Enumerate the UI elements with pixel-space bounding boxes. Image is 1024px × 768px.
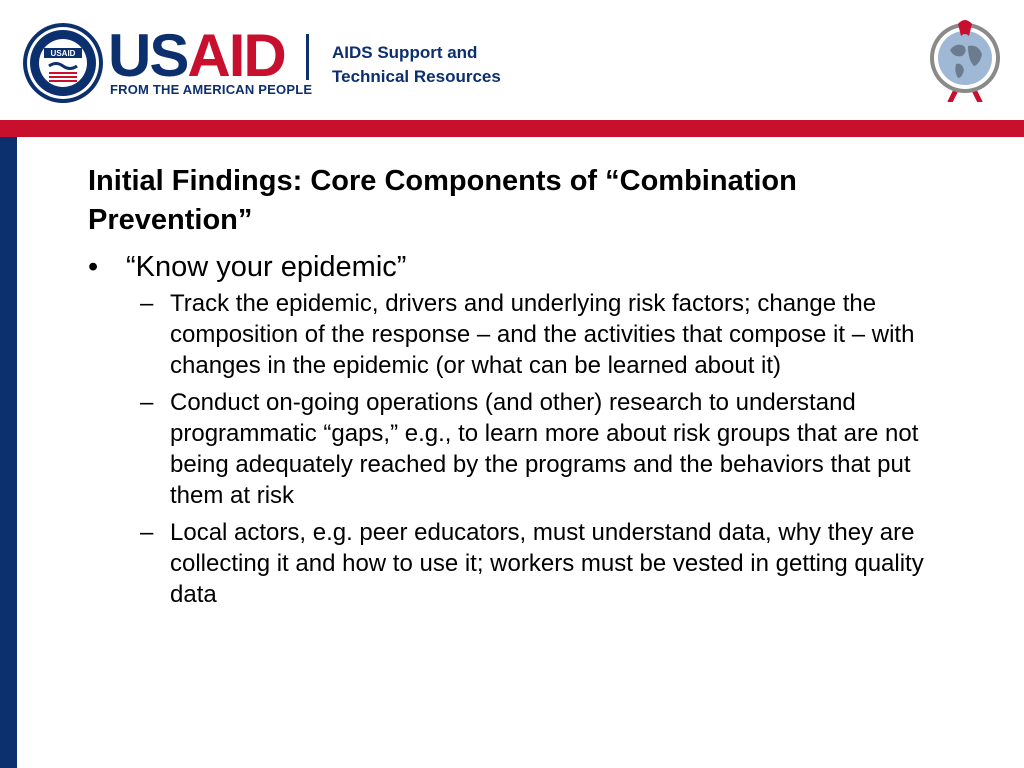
- pepfar-globe-seal-icon: [928, 16, 1002, 102]
- usaid-tagline: FROM THE AMERICAN PEOPLE: [110, 82, 313, 97]
- bullet-text: “Know your epidemic”: [126, 251, 407, 283]
- header-red-band: [0, 120, 1024, 137]
- sub-bullet-text: Track the epidemic, drivers and underlying risk factors; change the composition of the response – and the activities that compose it – with changes in the epidemic (or what can be learned about it): [170, 290, 915, 379]
- dash-mark: –: [140, 290, 154, 317]
- sub-bullet-text: Local actors, e.g. peer educators, must understand data, why they are collecting it and how to use it; workers must be vested in getting quality data: [170, 519, 924, 608]
- program-name-line1: AIDS Support and: [332, 43, 478, 62]
- program-name: [332, 41, 501, 89]
- left-blue-bar: [0, 137, 17, 768]
- sub-bullet-item: [140, 387, 940, 511]
- usaid-seal-icon: [22, 22, 104, 104]
- sub-bullet-item: [140, 517, 940, 610]
- program-name-line2: Technical Resources: [332, 67, 501, 86]
- sub-bullet-text: Conduct on-going operations (and other) research to understand programmatic “gaps,” e.g., to learn more about risk groups that are not being adequately reached by the programs and the behaviors that put them at risk: [170, 389, 919, 509]
- sub-bullet-list: [88, 288, 948, 610]
- header-divider: [306, 34, 309, 80]
- dash-mark: –: [140, 519, 154, 546]
- slide-content: [88, 162, 948, 616]
- wordmark-aid: AID: [187, 22, 285, 89]
- wordmark-us: US: [108, 22, 188, 89]
- usaid-wordmark: [108, 22, 285, 89]
- seal-label: USAID: [50, 49, 76, 58]
- dash-mark: –: [140, 389, 154, 416]
- bullet-mark: •: [88, 251, 99, 283]
- bullet-item: [88, 250, 948, 284]
- slide-title: Initial Findings: Core Components of “Combination Prevention”: [88, 165, 797, 236]
- header: [0, 0, 1024, 120]
- sub-bullet-item: [140, 288, 940, 381]
